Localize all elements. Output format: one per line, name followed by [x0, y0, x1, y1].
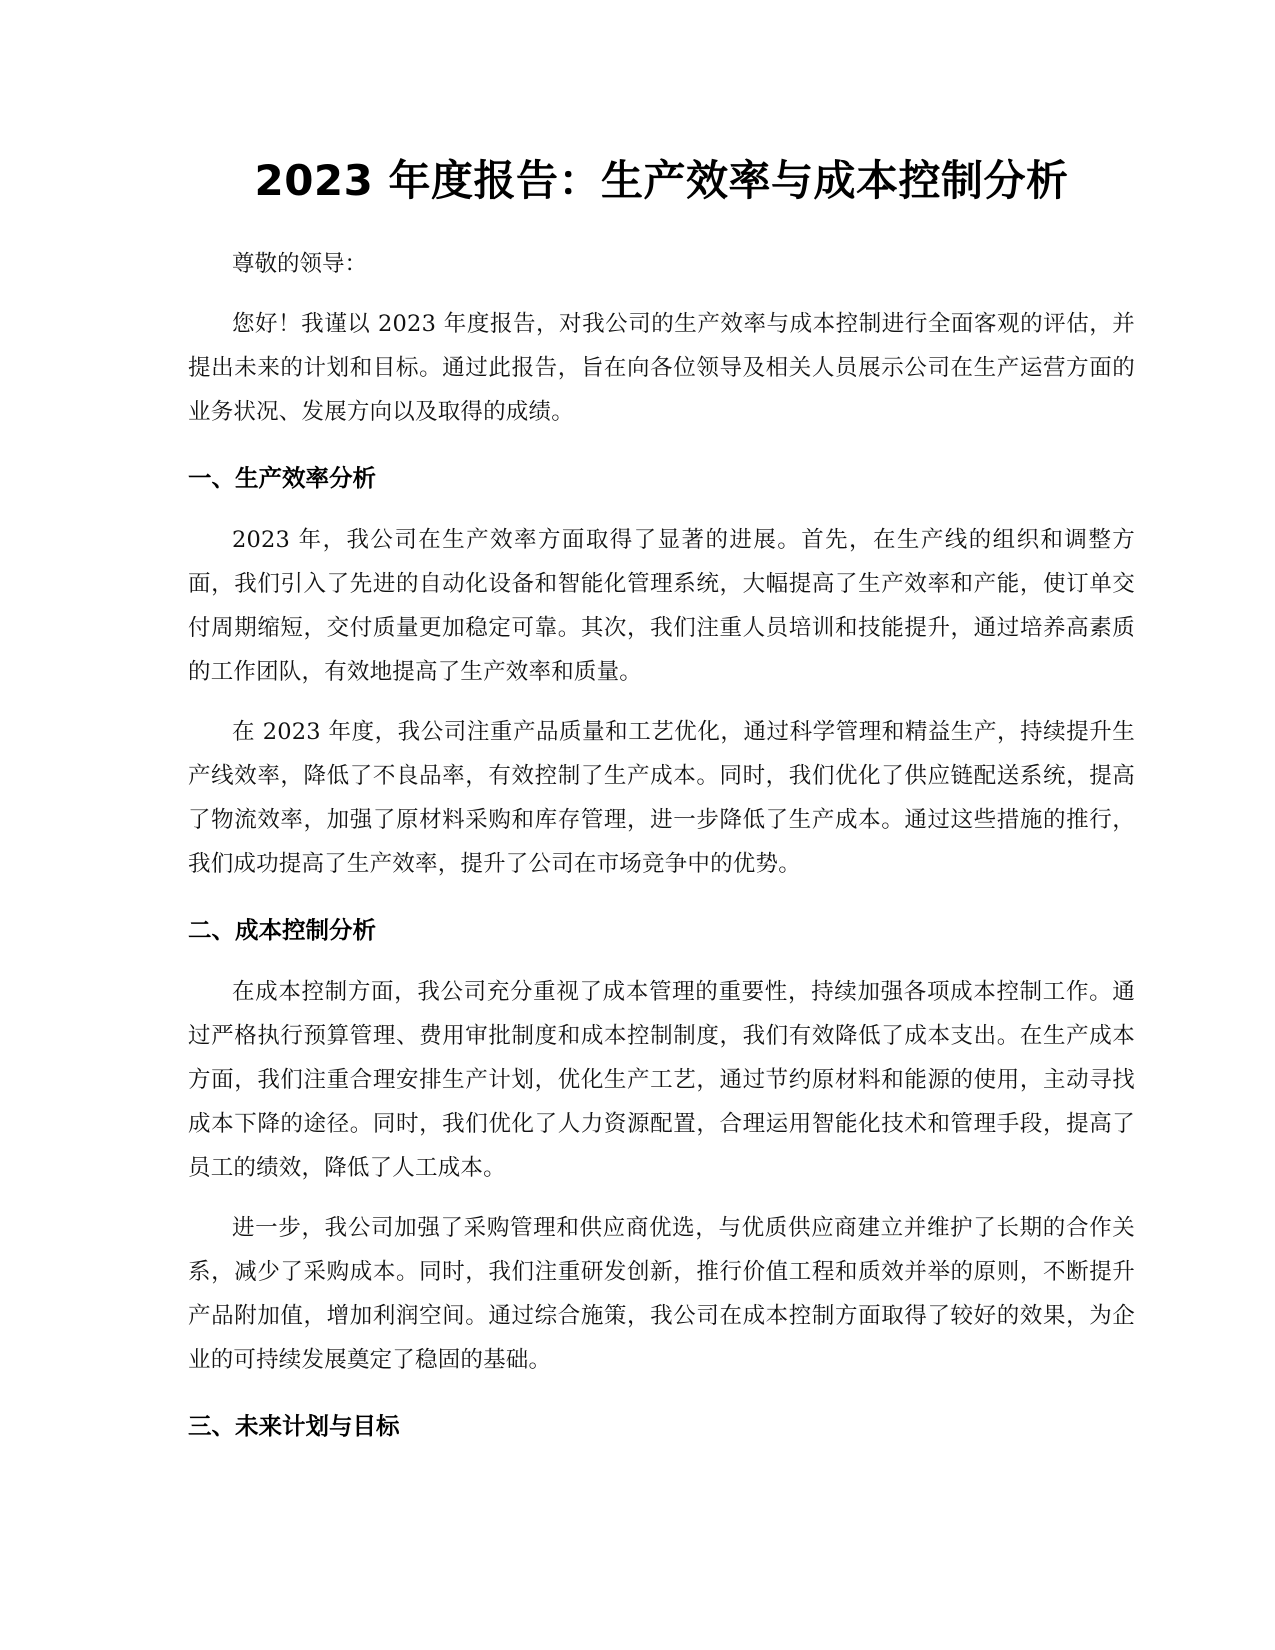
salutation: 尊敬的领导： [232, 251, 368, 277]
intro-paragraph: 您好！我谨以 2023 年度报告，对我公司的生产效率与成本控制进行全面客观的评估，并提出未来的计划和目标。通过此报告，旨在向各位领导及相关人员展示公司在生产运营方面的业务状况、发展方向以及取得的成绩。 [188, 311, 1135, 425]
paragraph-cost-control-2: 进一步，我公司加强了采购管理和供应商优选，与优质供应商建立并维护了长期的合作关系，减少了采购成本。同时，我们注重研发创新，推行价值工程和质效并举的原则，不断提升产品附加值，增加利润空间。通过综合施策，我公司在成本控制方面取得了较好的效果，为企业的可持续发展奠定了稳固的基础。 [188, 1215, 1135, 1373]
section-heading-production-efficiency: 一、生产效率分析 [188, 464, 376, 492]
document-title: 2023 年度报告：生产效率与成本控制分析 [254, 156, 1069, 205]
section-heading-cost-control: 二、成本控制分析 [188, 916, 376, 944]
paragraph-production-efficiency-2: 在 2023 年度，我公司注重产品质量和工艺优化，通过科学管理和精益生产，持续提升生产线效率，降低了不良品率，有效控制了生产成本。同时，我们优化了供应链配送系统，提高了物流效率，加强了原材料采购和库存管理，进一步降低了生产成本。通过这些措施的推行，我们成功提高了生产效率，提升了公司在市场竞争中的优势。 [188, 719, 1135, 877]
paragraph-production-efficiency-1: 2023 年，我公司在生产效率方面取得了显著的进展。首先，在生产线的组织和调整方面，我们引入了先进的自动化设备和智能化管理系统，大幅提高了生产效率和产能，使订单交付周期缩短，交付质量更加稳定可靠。其次，我们注重人员培训和技能提升，通过培养高素质的工作团队，有效地提高了生产效率和质量。 [188, 527, 1135, 685]
section-heading-future-plans: 三、未来计划与目标 [188, 1412, 400, 1440]
paragraph-cost-control-1: 在成本控制方面，我公司充分重视了成本管理的重要性，持续加强各项成本控制工作。通过严格执行预算管理、费用审批制度和成本控制制度，我们有效降低了成本支出。在生产成本方面，我们注重合理安排生产计划，优化生产工艺，通过节约原材料和能源的使用，主动寻找成本下降的途径。同时，我们优化了人力资源配置，合理运用智能化技术和管理手段，提高了员工的绩效，降低了人工成本。 [188, 979, 1135, 1181]
